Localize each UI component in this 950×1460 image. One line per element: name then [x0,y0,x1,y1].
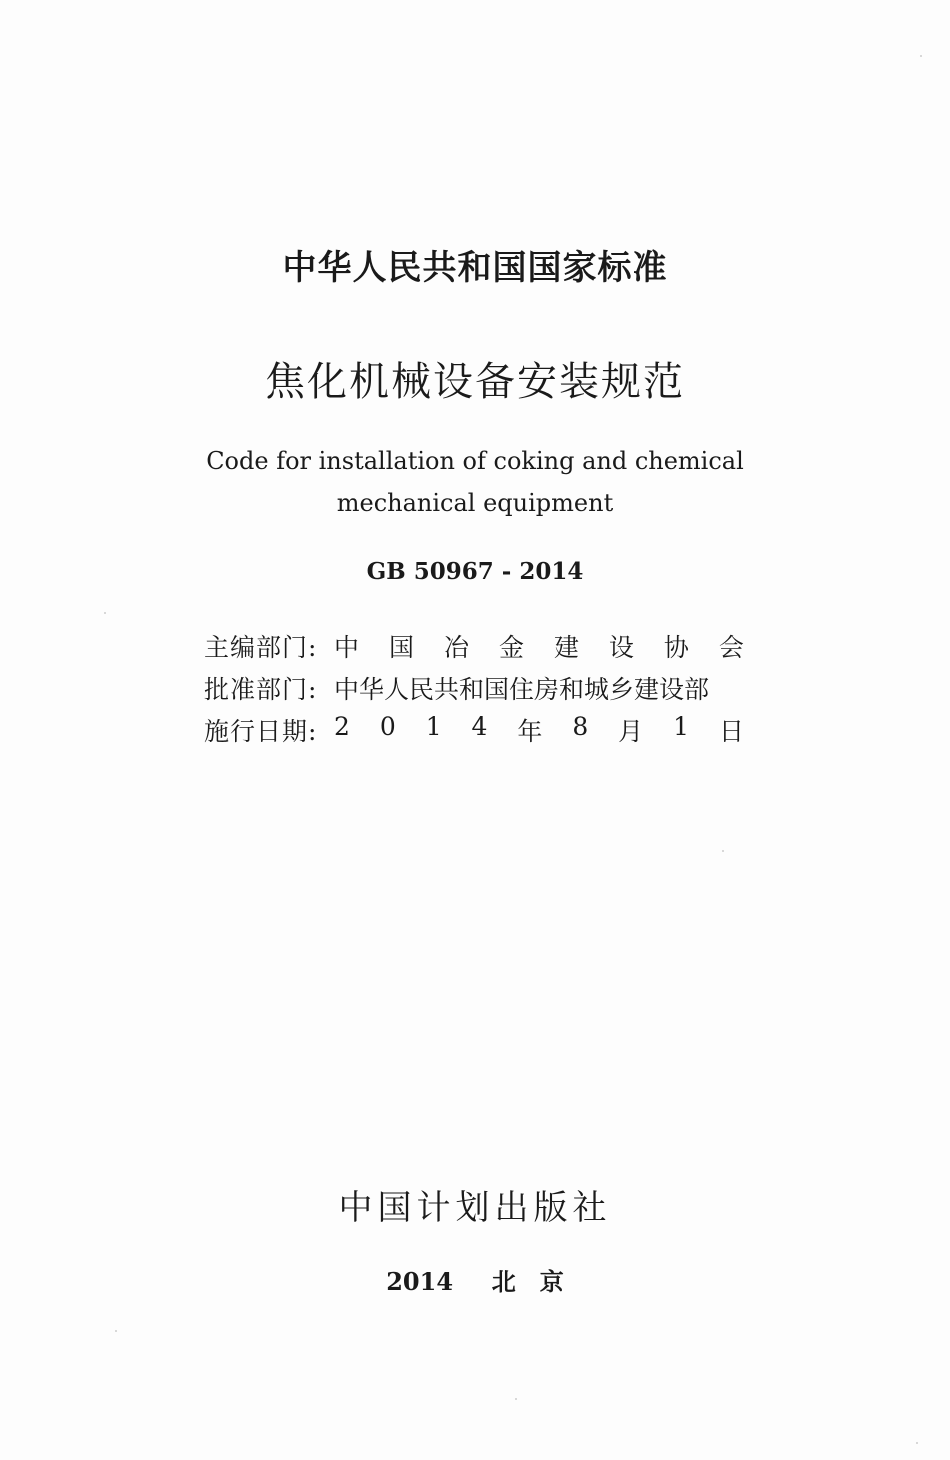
chief-editor-char: 中 [334,633,360,662]
effective-date-value [334,712,744,748]
title-english-line-1: Code for installation of coking and chemical [206,447,744,475]
date-char: 2 [334,712,350,741]
approval-label: 批准部门: [204,675,318,704]
chief-editor-char: 建 [553,633,579,662]
chief-editor-char: 国 [388,633,414,662]
scan-speck [916,1442,918,1444]
scan-speck [722,850,724,852]
publication-year: 2014 [386,1267,454,1296]
publisher-name: 中国计划出版社 [338,1188,612,1228]
chief-editor-value [334,628,744,664]
series-title: 中华人民共和国国家标准 [282,248,668,288]
publication-line [0,1262,950,1297]
effective-date-label: 施行日期: [204,717,318,746]
date-char: 1 [673,712,690,741]
chief-editor-char: 设 [608,633,634,662]
effective-date-row [204,712,744,748]
date-char: 4 [471,712,488,741]
date-char: 年 [517,717,543,746]
date-char: 0 [379,712,396,741]
chief-editor-row [204,628,744,664]
date-char: 月 [618,717,644,746]
scan-speck [515,1398,517,1400]
chief-editor-char: 冶 [443,633,469,662]
standard-title-chinese: 焦化机械设备安装规范 [265,359,685,405]
chief-editor-label: 主编部门: [204,633,318,662]
date-char: 1 [425,712,442,741]
chief-editor-char: 金 [498,633,524,662]
title-english-line-2: mechanical equipment [336,489,614,517]
chief-editor-char: 协 [663,633,689,662]
standard-code: GB 50967 - 2014 [366,558,584,585]
approval-value: 中华人民共和国住房和城乡建设部 [334,675,710,704]
date-char: 8 [572,712,589,741]
publication-city: 北 京 [491,1267,564,1296]
chief-editor-char: 会 [718,633,744,662]
scan-speck [115,1330,117,1332]
scan-speck [920,55,922,57]
date-char: 日 [718,717,744,746]
standard-title-english [0,440,950,524]
scan-speck [104,612,106,614]
approval-row [204,670,744,706]
